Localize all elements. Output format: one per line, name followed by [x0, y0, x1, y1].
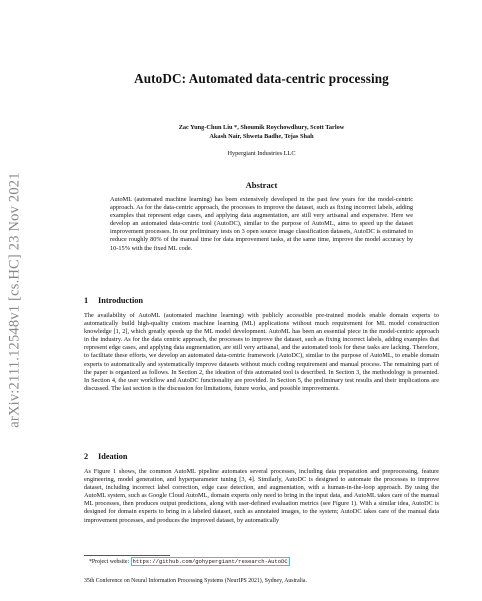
section-number: 1 [84, 296, 89, 305]
authors-line-1: Zac Yung-Chun Liu *, Shoumik Roychowdhury, Scott Tarlow [178, 124, 345, 131]
footnote-divider [84, 555, 170, 556]
abstract-heading: Abstract [245, 180, 278, 190]
conference-footer: 35th Conference on Neural Information Processing Systems (NeurIPS 2021), Sydney, Australia. [84, 578, 307, 584]
arxiv-sidebar [4, 120, 26, 480]
section-title: Ideation [98, 452, 128, 461]
paper-title: AutoDC: Automated data-centric processing [134, 71, 389, 86]
section-number: 2 [84, 452, 89, 461]
section-title: Introduction [98, 296, 144, 305]
author-list [84, 124, 439, 141]
ideation-paragraph: As Figure 1 shows, the common AutoML pipeline automates several processes, including data preparation and preprocessing, feature engineering, model generation, and hyperparameter tuning [3, 4]. Similarly, AutoDC is designed to automate the processes to improve dataset, including incorrect label correction, edge case detection, and augmentation, with a human-in-the-loop approach. By using the AutoML system, such as Google Cloud AutoML, domain experts only need to bring in the input data, and AutoML takes care of the manual ML processes, then produces output predictions, along with user-defined evaluation metrics (see Figure 1). With a similar idea, AutoDC is designed for domain experts to bring in a labeled dataset, such as annotated images, to the system; AutoDC takes care of the manual data improvement processes, and produces the improved dataset, by automatically [84, 468, 439, 524]
authors-line-2: Akash Nair, Shweta Badhe, Tejas Shah [209, 132, 314, 140]
arxiv-identifier: arXiv:2111.12548v1 [cs.HC] 23 Nov 2021 [6, 172, 23, 428]
footnote-label: *Project website: [89, 559, 131, 565]
introduction-paragraph: The availability of AutoML (automated machine learning) with publicly accessible pre-trained models enable domain experts to automatically build high-quality custom machine learning (ML) applications without much requirement for ML model construction knowledge [1, 2], which greatly speeds up the ML model development. AutoML has been an essential piece in the model-centric approach in the industry. As for the data centric approach, the processes to improve the dataset, such as fixing incorrect labels, adding examples that represent edge cases, and applying data augmentation, are still very artisanal, and the automated tools for these tasks are lacking. Therefore, to facilitate these efforts, we develop an automated data-centric framework (AutoDC), similar to the purpose of AutoML, to enable domain experts to automatically and systematically improve datasets without much coding requirement and manual process. The remaining part of the paper is organized as follows. In Section 2, the ideation of this automated tool is described. In Section 3, the methodology is presented. In Section 4, the user workflow and AutoDC functionality are provided. In Section 5, the preliminary test results and their implications are discussed. The last section is the discussion for limitations, future works, and possible improvements. [84, 312, 439, 392]
paper-page [84, 0, 439, 601]
section-heading-introduction [84, 296, 143, 305]
project-website-link[interactable]: https://github.com/gohypergiant/research-AutoDC [132, 558, 288, 565]
section-heading-ideation [84, 452, 128, 461]
abstract-text: AutoML (automated machine learning) has been extensively developed in the past few years for the model-centric approach. As for the data-centric approach, the processes to improve the dataset, such as fixing incorrect labels, adding examples that represent edge cases, and applying data augmentation, are still very artisanal and expensive. Here we develop an automated data-centric tool (AutoDC), similar to the purpose of AutoML, aims to speed up the dataset improvement processes. In our preliminary tests on 3 open source image classification datasets, AutoDC is estimated to reduce roughly 80% of the manual time for data improvement tasks, at the same time, improve the model accuracy by 10-15% with the fixed ML code. [110, 196, 413, 252]
footnote [89, 558, 290, 565]
affiliation: Hypergiant Industries LLC [227, 150, 296, 157]
